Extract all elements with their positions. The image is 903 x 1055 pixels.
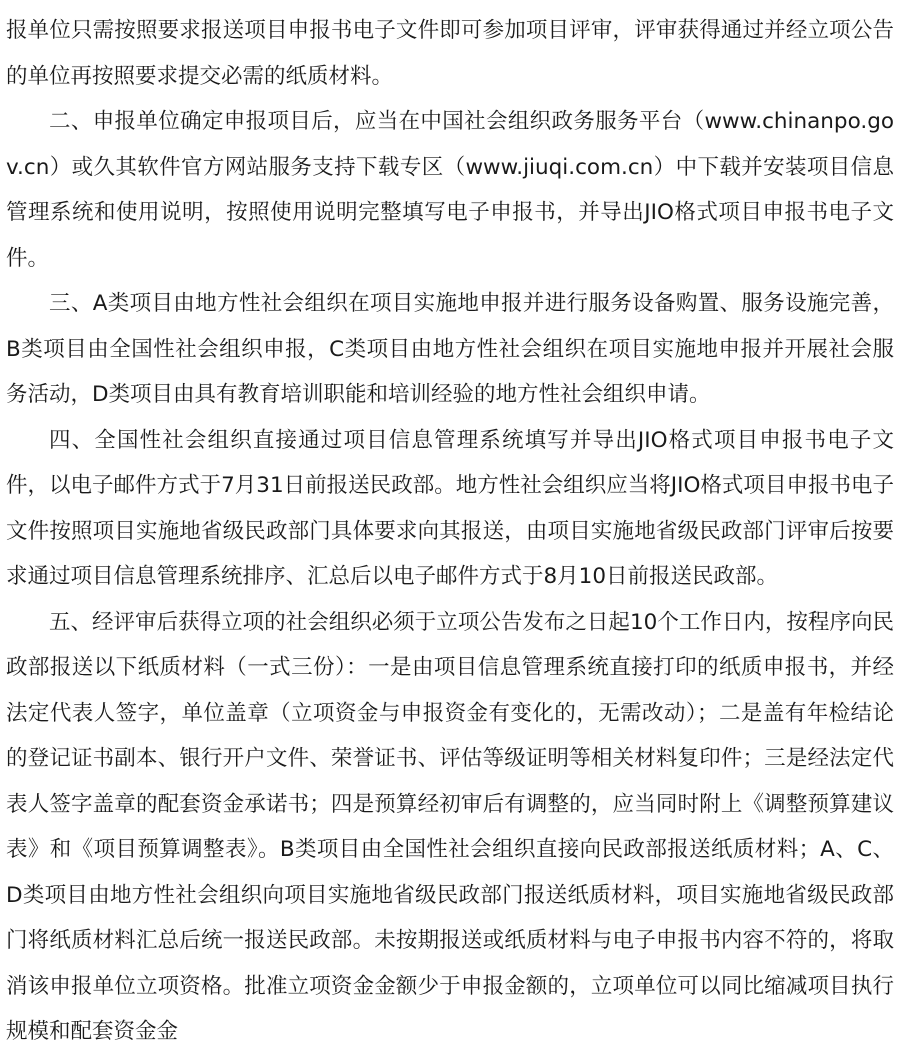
paragraph-item-2: 二、申报单位确定申报项目后，应当在中国社会组织政务服务平台（www.chinanpo.gov.cn）或久其软件官方网站服务支持下载专区（www.jiuqi.com.cn）中下载并安装项目信息管理系统和使用说明，按照使用说明完整填写电子申报书，并导出JIO格式项目申报书电子文件。: [6, 109, 894, 271]
paragraph-item-5: 五、经评审后获得立项的社会组织必须于立项公告发布之日起10个工作日内，按程序向民政部报送以下纸质材料（一式三份）：一是由项目信息管理系统直接打印的纸质申报书，并经法定代表人签字，单位盖章（立项资金与申报资金有变化的，无需改动）；二是盖有年检结论的登记证书副本、银行开户文件、荣誉证书、评估等级证明等相关材料复印件；三是经法定代表人签字盖章的配套资金承诺书；四是预算经初审后有调整的，应当同时附上《调整预算建议表》和《项目预算调整表》。B类项目由全国性社会组织直接向民政部报送纸质材料；A、C、D类项目由地方性社会组织向项目实施地省级民政部门报送纸质材料，项目实施地省级民政部门将纸质材料汇总后统一报送民政部。未按期报送或纸质材料与电子申报书内容不符的，将取消该申报单位立项资格。批准立项资金金额少于申报金额的，立项单位可以同比缩减项目执行规模和配套资金金: [6, 609, 894, 1044]
paragraph-continuation: 报单位只需按照要求报送项目申报书电子文件即可参加项目评审，评审获得通过并经立项公告的单位再按照要求提交必需的纸质材料。: [6, 18, 894, 89]
paragraph-item-3: 三、A类项目由地方性社会组织在项目实施地申报并进行服务设备购置、服务设施完善，B类项目由全国性社会组织申报，C类项目由地方性社会组织在项目实施地申报并开展社会服务活动，D类项目由具有教育培训职能和培训经验的地方性社会组织申请。: [6, 291, 894, 407]
paragraph-item-4: 四、全国性社会组织直接通过项目信息管理系统填写并导出JIO格式项目申报书电子文件，以电子邮件方式于7月31日前报送民政部。地方性社会组织应当将JIO格式项目申报书电子文件按照项目实施地省级民政部门具体要求向其报送，由项目实施地省级民政部门评审后按要求通过项目信息管理系统排序、汇总后以电子邮件方式于8月10日前报送民政部。: [6, 427, 894, 589]
document-body: [6, 8, 894, 1055]
